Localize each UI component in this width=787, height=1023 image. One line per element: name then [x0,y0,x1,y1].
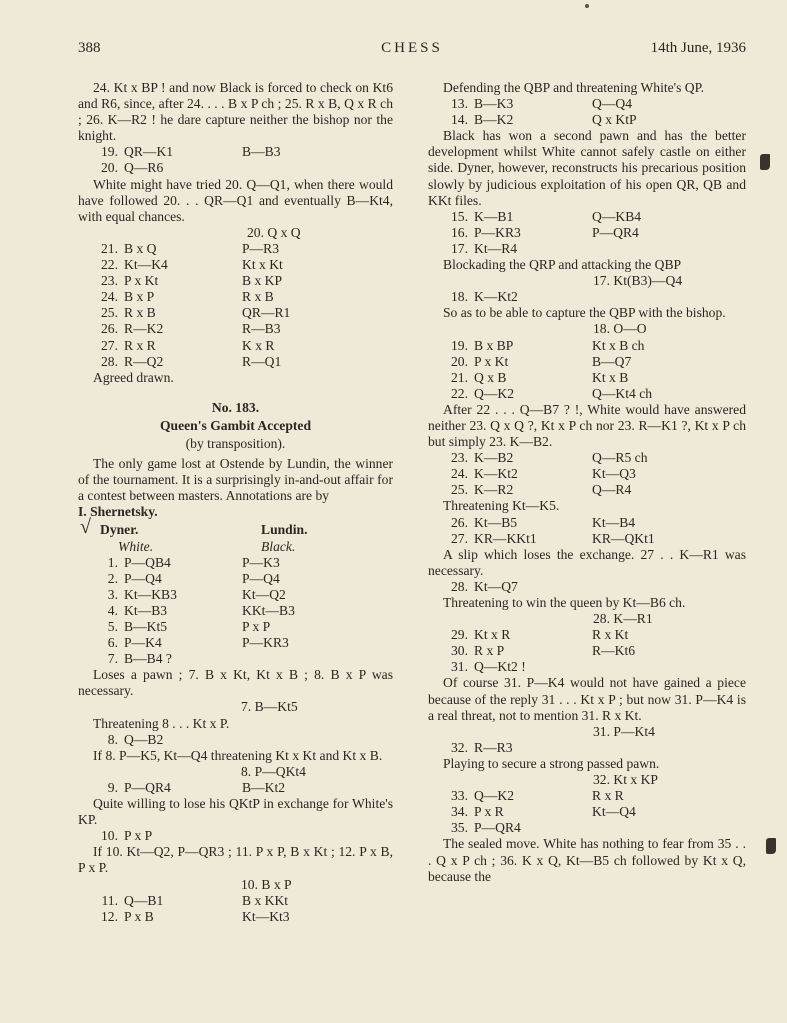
move-row: 4. Kt—B3 KKt—B3 [107,602,295,618]
check-mark-icon: √ [80,516,91,539]
right-column [428,80,746,885]
annotation: Of course 31. P—K4 would not have gained a piece because of the reply 31 . . . Kt x P ; but now 31. P—K4 is a real threat, not to mention 31. R x Kt. [428,675,746,723]
move-row-black: 28. K—R1 [593,611,653,627]
annotation: Loses a pawn ; 7. B x Kt, Kt x B ; 8. B x P was necessary. [78,667,393,699]
sides-row [78,539,393,555]
annotator: I. Shernetsky. [78,504,158,520]
move-row: 24. B x P R x B [101,289,274,305]
move-list [78,241,393,370]
move-row: 28. Kt—Q7 [451,578,518,594]
page-number: 388 [78,40,101,56]
annotation: The sealed move. White has nothing to fear from 35 . . . Q x P ch ; 36. K x Q, Kt—B5 ch followed by Kt x Q, because the [428,836,746,884]
move-row: 21. B x Q P—R3 [101,240,280,256]
black-label: Black. [261,538,296,554]
move-row: 25. K—R2 Q—R4 [451,482,632,498]
white-player: √ Dyner. [80,516,139,539]
move-row: 29. Kt x R R x Kt [451,627,629,643]
move-row: 19. B x BP Kt x B ch [451,337,645,353]
move-row: 18. K—Kt2 [451,289,518,305]
annotation: Black has won a second pawn and has the better development whilst White cannot safely castle on either side. Dyner, however, reconstructs his precarious position slowly by judicious exploitation of his open QR, QB and KKt files. [428,128,746,208]
annotation: If 10. Kt—Q2, P—QR3 ; 11. P x P, B x Kt ; 12. P x B, P x P. [78,844,393,876]
annotation: Blockading the QRP and attacking the QBP [443,257,682,273]
annotation: Threatening to win the queen by Kt—B6 ch. [443,595,686,610]
move-row: 20. P x Kt B—Q7 [451,353,632,369]
move-row: 3. Kt—KB3 Kt—Q2 [107,586,286,602]
white-label: White. [118,538,154,554]
annotation: A slip which loses the exchange. 27 . . K—R1 was necessary. [428,546,746,578]
move-row: 5. B—Kt5 P x P [107,619,271,634]
move-row: 15. K—B1 Q—KB4 [451,208,642,224]
move-row-black: 8. P—QKt4 [241,763,306,779]
annotation: After 22 . . . Q—B7 ? !, White would have answered neither 23. Q x Q ?, Kt x P ch nor 23. R—K1 ?, Kt x P ch but simply 23. K—B2. [428,401,746,450]
move-row: 13. B—K3 Q—Q4 [451,96,633,112]
move-row: 19. QR—K1 B—B3 [101,144,281,160]
annotation: Defending the QBP and threatening White's QP. [443,80,705,95]
move-row: 17. Kt—R4 [451,240,518,256]
move-row: 12. P x B Kt—Kt3 [101,908,290,924]
move-row: 25. R x B QR—R1 [101,305,291,321]
move-row: 32. R—R3 [451,739,513,755]
move-row: 26. R—K2 R—B3 [101,321,281,337]
move-row: 21. Q x B Kt x B [451,369,629,385]
move-row: 20. Q—R6 [101,160,164,176]
move-row: 10. P x P [101,828,153,844]
game-intro: The only game lost at Ostende by Lundin, the winner of the tournament. It is a surprisingly in-and-out affair for a contest between masters. Annotations are by [78,456,393,504]
annotation: White might have tried 20. Q—Q1, when there would have followed 20. . . QR—Q1 and eventually B—Kt4, with equal chances. [78,176,393,224]
game-title: Queen's Gambit Accepted [159,417,312,433]
move-row: 27. R x R K x R [101,337,275,353]
left-column [78,80,393,925]
move-row: 30. R x P R—Kt6 [451,643,636,659]
game-subtitle: (by transposition). [185,435,286,451]
annotation: If 8. P—K5, Kt—Q4 threatening Kt x Kt and Kt x B. [93,747,383,763]
move-row-black: 17. Kt(B3)—Q4 [593,273,683,289]
move-row: 33. Q—K2 R x R [451,788,624,804]
move-row: 35. P—QR4 [451,820,521,836]
move-row: 22. Kt—K4 Kt x Kt [101,257,283,273]
annotation: Threatening Kt—K5. [443,498,560,514]
margin-mark [766,838,776,854]
move-row: 22. Q—K2 Q—Kt4 ch [451,385,653,401]
move-row: 23. K—B2 Q—R5 ch [451,450,648,466]
players-row [78,516,393,539]
page-header [78,40,746,64]
margin-mark [760,154,770,170]
move-row-black: 31. P—Kt4 [593,723,655,739]
annotation: Playing to secure a strong passed pawn. [443,755,660,771]
move-row: 14. B—K2 Q x KtP [451,112,637,128]
black-player: Lundin. [261,522,308,538]
opening-moves [78,555,393,668]
move-row: 16. P—KR3 P—QR4 [451,224,639,240]
annotation: 24. Kt x BP ! and now Black is forced to check on Kt6 and R6, since, after 24. . . . B x P ch ; 25. R x B, Q x R ch ; 26. K—R2 ! he dare capture neither the bishop nor the knight. [78,80,393,144]
annotation: Threatening 8 . . . Kt x P. [93,715,230,731]
move-row-black: 10. B x P [241,876,292,892]
move-row-black: 32. Kt x KP [593,772,658,788]
move-row: 23. P x Kt B x KP [101,273,283,289]
move-row-black: 7. B—Kt5 [241,699,298,715]
move-row: 26. Kt—B5 Kt—B4 [451,514,636,530]
move-row: 27. KR—KKt1 KR—QKt1 [451,530,655,546]
game-result: Agreed drawn. [93,369,174,385]
ink-speck [585,4,589,8]
move-row-black: 18. O—O [593,321,647,337]
move-row: 1. P—QB4 P—K3 [107,554,280,570]
move-row: 7. B—B4 ? [107,651,172,667]
move-row: 24. K—Kt2 Kt—Q3 [451,466,636,482]
running-title: CHESS [381,40,443,56]
move-row: 8. Q—B2 [107,731,164,747]
issue-date: 14th June, 1936 [650,40,746,56]
annotation: Quite willing to lose his QKtP in exchange for White's KP. [78,796,393,828]
game-number: No. 183. [211,399,260,415]
move-row: 31. Q—Kt2 ! [451,659,526,675]
move-row: 9. P—QR4 B—Kt2 [107,779,286,795]
move-row: 6. P—K4 P—KR3 [107,635,289,651]
move-row: 28. R—Q2 R—Q1 [101,353,282,369]
annotation: So as to be able to capture the QBP with the bishop. [443,305,726,321]
move-row: 34. P x R Kt—Q4 [451,804,636,820]
move-row: 2. P—Q4 P—Q4 [107,570,280,586]
move-row: 11. Q—B1 B x KKt [101,892,289,908]
move-row-black: 20. Q x Q [247,224,301,240]
